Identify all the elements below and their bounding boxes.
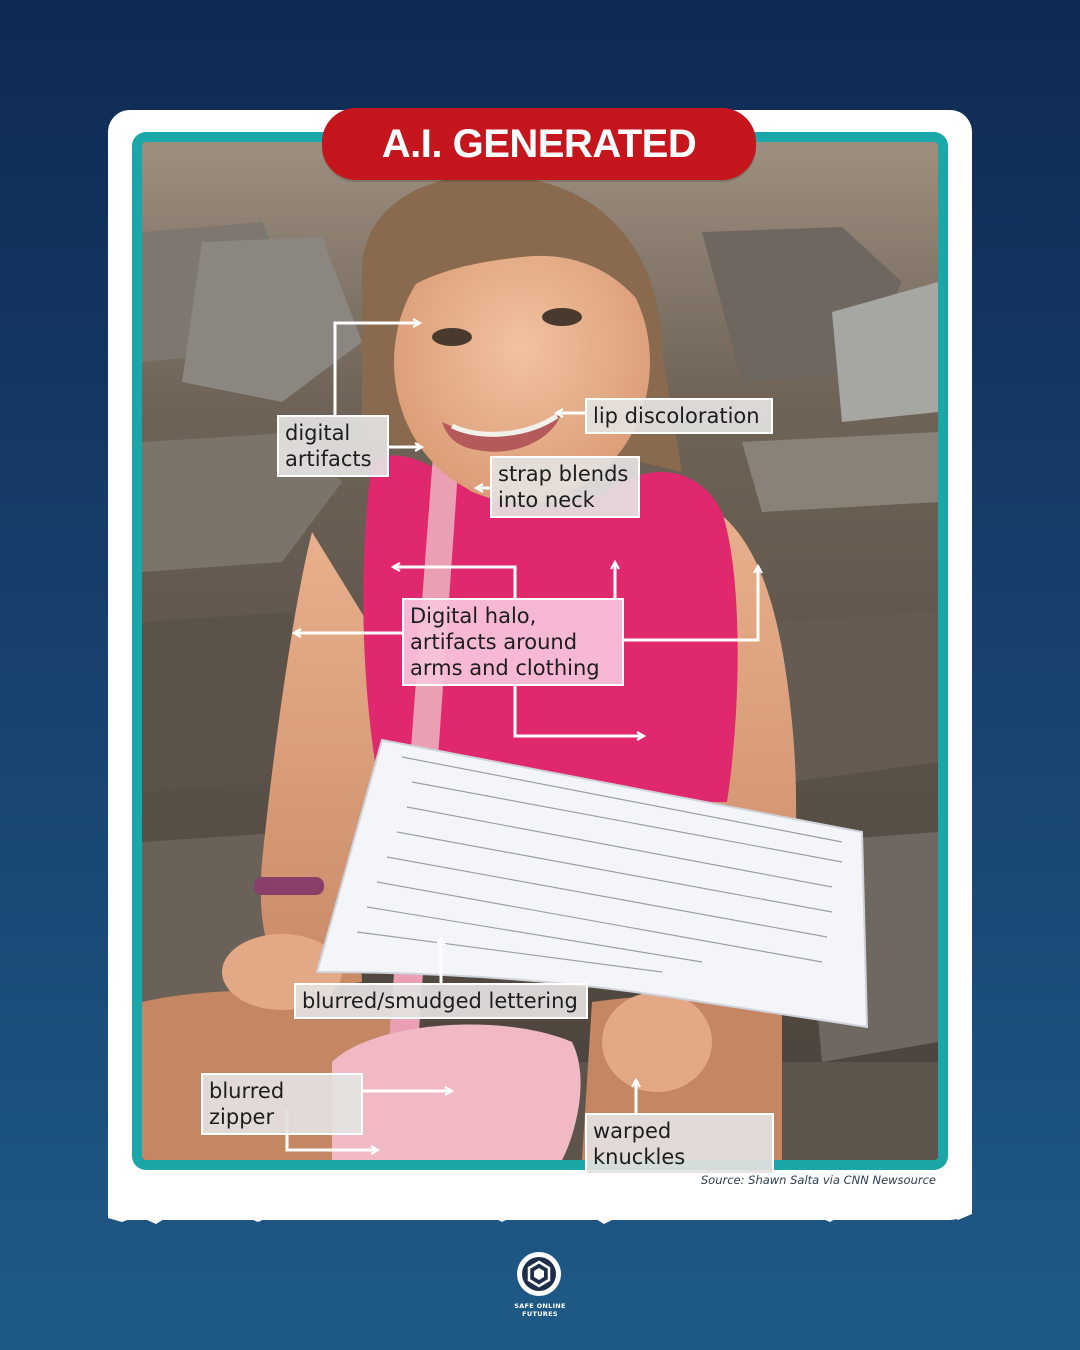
label-warped-knuckles: warped knuckles: [585, 1113, 774, 1175]
ai-generated-badge: A.I. GENERATED: [322, 108, 756, 180]
source-credit: Source: Shawn Salta via CNN Newsource: [700, 1173, 936, 1187]
label-blurred-zipper: blurred zipper: [201, 1073, 363, 1135]
brand-line-1: SAFE ONLINE: [514, 1302, 566, 1310]
label-strap-blends: strap blends into neck: [490, 456, 640, 518]
torn-paper-edge: [108, 1188, 972, 1258]
label-digital-artifacts: digital artifacts: [277, 415, 389, 477]
label-blurred-lettering: blurred/smudged lettering: [294, 983, 588, 1019]
brand-line-2: FUTURES: [522, 1310, 558, 1318]
brand-name: [490, 1302, 590, 1318]
safe-online-futures-logo-icon: [515, 1250, 563, 1298]
label-digital-halo: Digital halo, artifacts around arms and clothing: [402, 598, 624, 686]
label-lip-discoloration: lip discoloration: [585, 398, 773, 434]
